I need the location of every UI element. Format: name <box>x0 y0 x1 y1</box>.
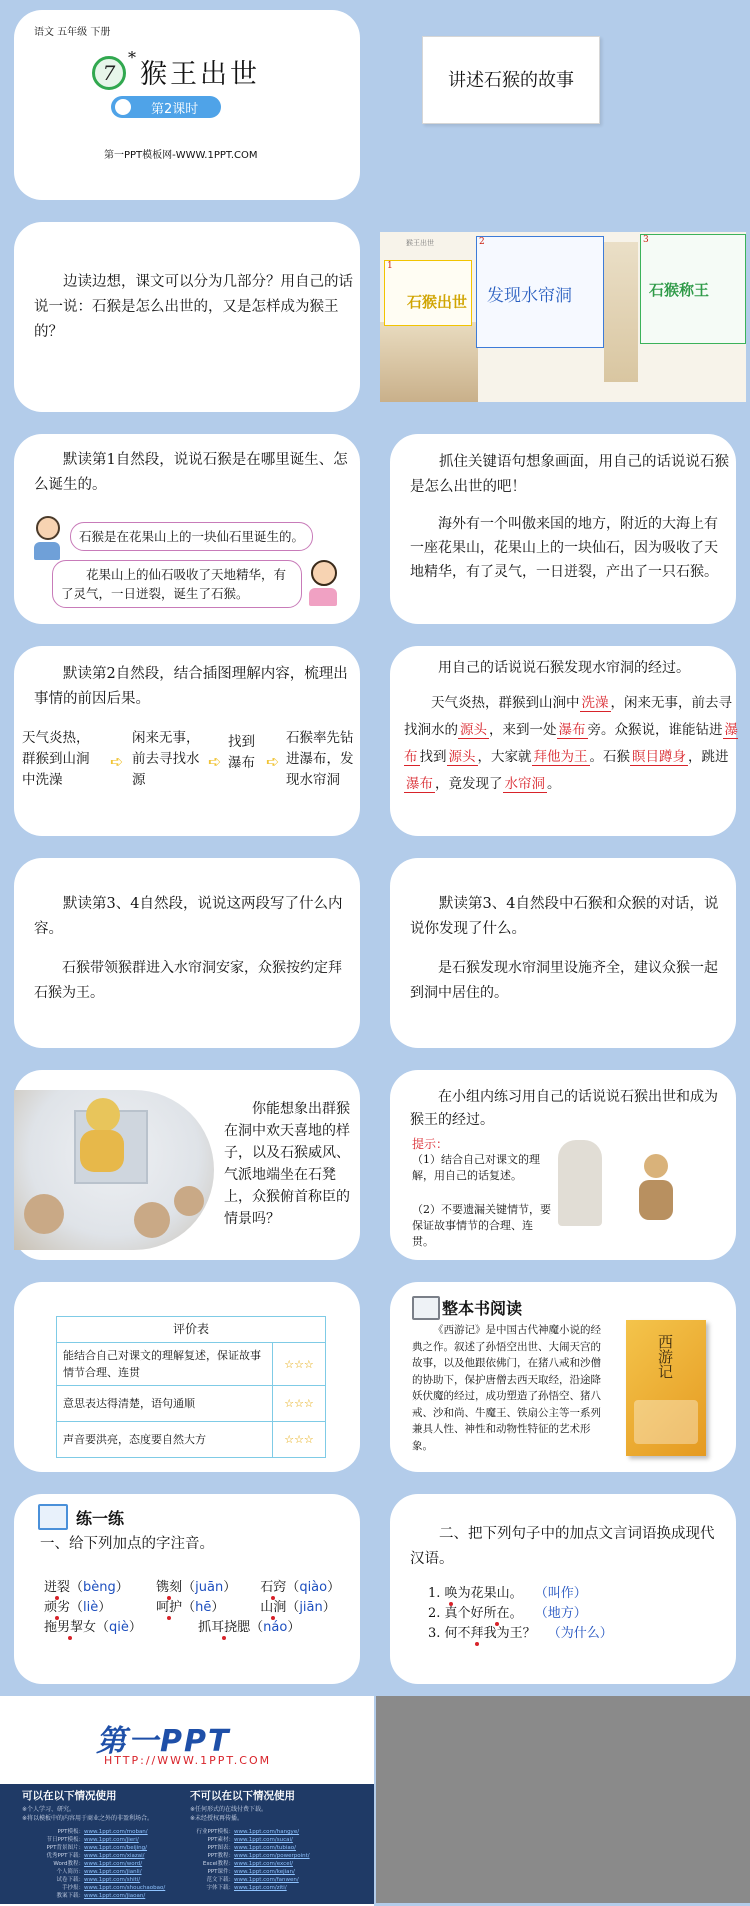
lesson-title: 猴王出世 <box>140 59 260 90</box>
panel-2-number: 2 <box>479 237 485 247</box>
cannot-use-2: ※未经授权再传播。 <box>190 1815 244 1822</box>
word: 石窍 <box>260 1580 287 1595</box>
criterion-cell: 声音要洪亮，态度要自然大方 <box>57 1422 273 1458</box>
answer-bubble-2: 花果山上的仙石吸收了天地精华，有了灵气，一日迸裂，诞生了石猴。 <box>52 560 302 608</box>
classical-row-1 <box>428 1584 587 1604</box>
star-rating[interactable]: ☆☆☆ <box>273 1386 326 1422</box>
pinyin-answer: juān <box>195 1580 224 1595</box>
can-use-1: ※个人学习、研究。 <box>22 1806 76 1813</box>
pinyin-item: 石窍（qiào） <box>260 1580 341 1595</box>
notice-panel <box>0 1784 374 1904</box>
pinyin-row-3 <box>44 1618 300 1638</box>
link-url[interactable]: www.1ppt.com/kejian/ <box>234 1869 295 1875</box>
subject-label: 语文 五年级 下册 <box>34 27 111 38</box>
pinyin-answer: náo <box>263 1620 288 1635</box>
prompt-text: 在小组内练习用自己的话说说石猴出世和成为猴王的经过。 <box>410 1089 718 1128</box>
hint-2: （2）不要遗漏关键情节，要保证故事情节的合理、连贯。 <box>412 1203 551 1248</box>
link-label: Word教程： <box>53 1861 84 1867</box>
brand-logo: 第一PPT <box>96 1724 231 1759</box>
evaluation-table <box>56 1316 326 1458</box>
link-row[interactable] <box>190 1828 310 1836</box>
link-row[interactable] <box>190 1860 310 1868</box>
badge-circle-icon <box>115 99 131 115</box>
link-url[interactable]: www.1ppt.com/shouchaobao/ <box>84 1885 166 1891</box>
slide-imagine-birth[interactable] <box>376 424 750 634</box>
slide-cause-effect[interactable] <box>0 636 374 846</box>
word: 镌刻 <box>156 1580 183 1595</box>
table-row <box>57 1343 326 1386</box>
slide-group-practice[interactable] <box>376 1060 750 1270</box>
passage-text: 海外有一个叫傲来国的地方，附近的大海上有一座花果山，花果山上的一块仙石，因为吸收了天地精华，有了灵气，一日迸裂，产出了一只石猴。 <box>410 516 718 580</box>
link-url[interactable]: www.1ppt.com/sucai/ <box>234 1837 293 1843</box>
prompt-text: 默读第1自然段，说说石猴是在哪里诞生、怎么诞生的。 <box>34 452 348 493</box>
page-image-left <box>380 322 478 402</box>
link-row[interactable] <box>190 1844 310 1852</box>
word: 呵护 <box>156 1600 183 1615</box>
link-label: PPT教程： <box>207 1853 234 1859</box>
link-url[interactable]: www.1ppt.com/moban/ <box>84 1829 148 1835</box>
monkeys-illustration <box>14 1090 214 1250</box>
link-row[interactable] <box>40 1828 165 1836</box>
link-url[interactable]: www.1ppt.com/shiti/ <box>84 1877 141 1883</box>
passage-segment: 找到 <box>419 749 447 765</box>
prompt-text: 抓住关键语句想象画面，用自己的话说说石猴是怎么出世的吧！ <box>410 454 729 495</box>
dotted-word: 唤 <box>444 1586 458 1601</box>
passage-segment: 。 <box>547 776 561 792</box>
pinyin-answer: bèng <box>83 1580 116 1595</box>
prompt-text: 默读第3、4自然段，说说这两段写了什么内容。 <box>34 896 343 937</box>
slide-card <box>390 646 736 836</box>
link-row[interactable] <box>40 1884 165 1892</box>
monkey-king-illustration <box>636 1154 676 1228</box>
page-image-middle <box>604 242 638 382</box>
link-url[interactable]: www.1ppt.com/fanwen/ <box>234 1877 299 1883</box>
link-url[interactable]: www.1ppt.com/jiaoan/ <box>84 1893 146 1899</box>
link-label: PPT课件： <box>207 1869 234 1875</box>
pinyin-item: 拖男挈女（qiè） <box>44 1620 142 1635</box>
answer-text: 是石猴发现水帘洞里设施齐全，建议众猴一起到洞中居住的。 <box>410 960 718 1001</box>
girl-figure-icon <box>306 560 340 604</box>
prompt-text: 默读第2自然段，结合插图理解内容，梳理出事情的前因后果。 <box>34 666 348 707</box>
classical-row-3 <box>428 1624 613 1644</box>
slide-card <box>390 434 736 624</box>
arrow-1-icon: ➪ <box>110 752 124 771</box>
arrow-3-icon: ➪ <box>266 752 280 771</box>
slide-card <box>14 858 360 1048</box>
link-label: PPT背景图片： <box>46 1845 84 1851</box>
dotted-word: 拜 <box>470 1626 484 1641</box>
star-rating[interactable]: ☆☆☆ <box>273 1422 326 1458</box>
slide-card <box>390 1494 736 1684</box>
dotted-word: 所在 <box>483 1606 510 1621</box>
link-row[interactable] <box>40 1876 165 1884</box>
class-period-label: 第2课时 <box>151 102 199 117</box>
answer: （叫作） <box>534 1586 587 1601</box>
slide-card <box>390 1070 736 1260</box>
prompt-text: 用自己的话说说石猴发现水帘洞的经过。 <box>438 660 690 676</box>
sentence-suffix: 。 <box>509 1606 523 1621</box>
panel-1-number: 1 <box>387 261 393 271</box>
slide-paragraph1[interactable] <box>0 424 374 634</box>
passage-segment: ，竟发现了 <box>435 776 503 792</box>
pinyin-answer: liè <box>83 1600 99 1615</box>
link-url[interactable]: www.1ppt.com/tubiao/ <box>234 1845 296 1851</box>
pinyin-item: 呵护（hē） <box>156 1600 225 1615</box>
link-row[interactable] <box>190 1836 310 1844</box>
word: 抓耳挠腮 <box>198 1620 251 1635</box>
link-row[interactable] <box>190 1876 310 1884</box>
link-url[interactable]: www.1ppt.com/hangye/ <box>234 1829 300 1835</box>
pinyin-answer: qiè <box>109 1620 129 1635</box>
slide-imagine-scene[interactable] <box>0 1060 374 1270</box>
sentence-suffix: 我为王？ <box>483 1626 536 1641</box>
link-label: 范文下载： <box>206 1877 234 1883</box>
practice-title: 练一练 <box>76 1509 125 1528</box>
passage-segment: ，来到一处 <box>489 722 557 738</box>
passage-segment: 。石猴 <box>589 749 630 765</box>
fill-blank: 拜他为王 <box>533 749 588 765</box>
book-page-label: 猴王出世 <box>406 239 434 247</box>
answer: （地方） <box>534 1606 587 1621</box>
fill-blank: 源头 <box>460 722 487 738</box>
star-mark: * <box>128 48 136 67</box>
link-row[interactable] <box>40 1860 165 1868</box>
arrow-2-icon: ➪ <box>208 752 222 771</box>
step-4: 石猴率先钻进瀑布，发现水帘洞 <box>286 730 354 788</box>
link-label: Excel教程： <box>202 1861 234 1867</box>
link-label: 节日PPT模板： <box>46 1837 84 1843</box>
link-label: 优秀PPT下载： <box>46 1853 84 1859</box>
sentence-suffix: 为花果山。 <box>457 1586 523 1601</box>
link-label: PPT模板： <box>57 1829 84 1835</box>
step-3: 找到瀑布 <box>228 734 255 771</box>
fill-blank: 源头 <box>448 749 476 765</box>
prompt-text: 默读第3、4自然段中石猴和众猴的对话，说说你发现了什么。 <box>410 896 719 937</box>
table-title: 评价表 <box>57 1317 326 1343</box>
slide-card <box>14 1494 360 1684</box>
link-row[interactable] <box>190 1852 310 1860</box>
pinyin-item: 抓耳挠腮（náo） <box>198 1620 301 1635</box>
answer-bubble-1: 石猴是在花果山上的一块仙石里诞生的。 <box>70 522 313 551</box>
pinyin-item: 顽劣（liè） <box>44 1600 112 1615</box>
table-row <box>57 1422 326 1458</box>
cannot-use-title: 不可以在以下情况使用 <box>190 1790 295 1802</box>
link-label: PPT素材： <box>207 1837 234 1843</box>
link-label: 个人简历： <box>56 1869 84 1875</box>
section-title: 整本书阅读 <box>442 1299 523 1318</box>
classical-row-2 <box>428 1604 587 1624</box>
slide-structure-question[interactable] <box>0 212 374 422</box>
star-rating[interactable]: ☆☆☆ <box>273 1343 326 1386</box>
links-right <box>190 1828 310 1892</box>
fill-blank: 瞑目蹲身 <box>632 749 686 765</box>
links-left <box>40 1828 165 1900</box>
passage-segment: 旁。众猴说，谁能钻进 <box>587 722 723 738</box>
passage-segment: ，闲来无事，前去寻找涧水的 <box>404 695 732 738</box>
link-row[interactable] <box>190 1884 310 1892</box>
passage-segment: ，大家就 <box>477 749 532 765</box>
sentence-prefix: 2. 真个好 <box>428 1606 484 1621</box>
question-2: 二、把下列句子中的加点文言词语换成现代汉语。 <box>410 1526 715 1567</box>
question-text: 边读边想，课文可以分为几部分？用自己的话说一说：石猴是怎么出世的，又是怎样成为猴王的？ <box>34 274 353 340</box>
slide-card <box>390 1282 736 1472</box>
passage-segment: 天气炎热，群猴到山涧中 <box>431 695 580 711</box>
panel-3 <box>640 234 746 344</box>
slide-card <box>14 10 360 200</box>
criterion-cell: 能结合自己对课文的理解复述，保证故事情节合理、连贯 <box>57 1343 273 1386</box>
fill-blank: 瀑布 <box>558 722 586 738</box>
pinyin-answer: hē <box>195 1600 212 1615</box>
book-reading-icon <box>412 1296 440 1320</box>
slide-title[interactable] <box>0 0 374 210</box>
pinyin-item: 山涧（jiān） <box>260 1600 336 1615</box>
sentence-prefix: 3. 何不 <box>428 1626 471 1641</box>
word: 顽劣 <box>44 1600 71 1615</box>
slide-card <box>14 434 360 624</box>
class-period-badge <box>111 96 221 118</box>
notebook-pen-icon <box>38 1504 68 1530</box>
slide-textbook-pages[interactable] <box>376 212 750 422</box>
can-use-2: ※将以模板中的内容用于商业之外的非盈利场合。 <box>22 1815 154 1822</box>
slide-evaluation[interactable] <box>0 1272 374 1482</box>
slide-card <box>14 1070 360 1260</box>
footer-credit: 第一PPT模板网-WWW.1PPT.COM <box>104 150 258 161</box>
fill-blank: 瀑布 <box>406 776 433 792</box>
link-label: PPT图表： <box>207 1845 234 1851</box>
fill-blank: 瀑布 <box>404 722 738 765</box>
slide-practice-classical[interactable] <box>376 1484 750 1694</box>
textbook-spread <box>380 232 746 402</box>
word: 拖男挈女 <box>44 1620 97 1635</box>
passage-segment: ，跳进 <box>688 749 729 765</box>
link-label: 行业PPT模板： <box>196 1829 234 1835</box>
brand-url: HTTP://WWW.1PPT.COM <box>104 1754 272 1767</box>
boy-figure-icon <box>30 516 64 560</box>
cannot-use-1: ※任何形式的在线付费下载。 <box>190 1806 268 1813</box>
retell-passage <box>404 690 738 798</box>
link-url[interactable]: www.1ppt.com/xiazai/ <box>84 1853 145 1859</box>
link-url[interactable]: www.1ppt.com/powerpoint/ <box>234 1853 310 1859</box>
link-row[interactable] <box>40 1844 165 1852</box>
link-url[interactable]: www.1ppt.com/ziti/ <box>234 1885 287 1891</box>
panel-3-number: 3 <box>643 235 649 245</box>
hint-title: 提示： <box>412 1137 449 1151</box>
slide-practice-pinyin[interactable] <box>0 1484 374 1694</box>
step-1: 天气炎热，群猴到山涧中洗澡 <box>22 730 90 788</box>
intro-box <box>422 36 600 124</box>
imagine-text: 你能想象出群猴在洞中欢天喜地的样子，以及石猴威风、气派地端坐在石凳上，众猴俯首称臣的情景吗？ <box>224 1101 350 1227</box>
book-intro-text: 《西游记》是中国古代神魔小说的经典之作。叙述了孙悟空出世、大闹天宫的故事，以及他跟依佛门，在猪八戒和沙僧的协助下，保护唐僧去西天取经，沿途降妖伏魔的经过，成功塑造了孙悟空、猪八戒、沙和尚、牛魔王、铁扇公主等一系列兼具人性、神性和动物性特征的艺术形象。 <box>412 1324 601 1452</box>
slide-card <box>14 222 360 412</box>
table-row <box>57 1386 326 1422</box>
question-1: 一、给下列加点的字注音。 <box>40 1536 214 1552</box>
answer: （为什么） <box>547 1626 613 1641</box>
slide-brand-notice[interactable] <box>0 1696 374 1906</box>
link-url[interactable]: www.1ppt.com/word/ <box>84 1861 143 1867</box>
link-url[interactable]: www.1ppt.com/beijing/ <box>84 1845 148 1851</box>
link-row[interactable] <box>40 1852 165 1860</box>
link-row[interactable] <box>40 1836 165 1844</box>
intro-text: 讲述石猴的故事 <box>448 70 574 91</box>
fill-blank: 水帘洞 <box>504 776 545 792</box>
pinyin-answer: qiào <box>299 1580 328 1595</box>
pinyin-item: 镌刻（juān） <box>156 1580 237 1595</box>
can-use-title: 可以在以下情况使用 <box>22 1790 117 1802</box>
empty-area <box>376 1696 750 1903</box>
slide-dialogue[interactable] <box>376 848 750 1058</box>
pinyin-row-1 <box>44 1578 340 1598</box>
stone-tablet-illustration <box>558 1140 602 1226</box>
lesson-number-badge: 7 <box>92 56 126 90</box>
pinyin-item: 迸裂（bèng） <box>44 1580 129 1595</box>
hint-1: （1）结合自己对课文的理解，用自己的话复述。 <box>412 1153 540 1182</box>
criterion-cell: 意思表达得清楚，语句通顺 <box>57 1386 273 1422</box>
slide-card <box>390 858 736 1048</box>
link-row[interactable] <box>190 1868 310 1876</box>
word: 迸裂 <box>44 1580 71 1595</box>
link-label: 教案下载： <box>56 1893 84 1899</box>
panel-3-title: 石猴称王 <box>649 281 710 299</box>
panel-1 <box>384 260 472 326</box>
panel-2-title: 发现水帘洞 <box>487 286 572 306</box>
link-label: 手抄报： <box>61 1885 84 1891</box>
pinyin-row-2 <box>44 1598 336 1618</box>
panel-2 <box>476 236 604 348</box>
book-cover-title: 西游记 <box>656 1334 674 1379</box>
fill-blank: 洗澡 <box>581 695 609 711</box>
word: 山涧 <box>260 1600 287 1615</box>
slide-paragraph34[interactable] <box>0 848 374 1058</box>
table-header-row <box>57 1317 326 1343</box>
sentence-prefix: 1. <box>428 1586 445 1601</box>
link-url[interactable]: www.1ppt.com/jianli/ <box>84 1869 142 1875</box>
link-row[interactable] <box>40 1868 165 1876</box>
slide-retell-cave[interactable] <box>376 636 750 846</box>
answer-text: 石猴带领猴群进入水帘洞安家，众猴按约定拜石猴为王。 <box>34 960 342 1001</box>
book-cover-image <box>626 1320 706 1456</box>
slide-whole-book[interactable] <box>376 1272 750 1482</box>
link-label: 试卷下载： <box>56 1877 84 1883</box>
slide-card <box>14 646 360 836</box>
link-url[interactable]: www.1ppt.com/jieri/ <box>84 1837 139 1843</box>
panel-1-title: 石猴出世 <box>407 293 468 311</box>
link-row[interactable] <box>40 1892 165 1900</box>
pinyin-answer: jiān <box>299 1600 323 1615</box>
step-2: 闲来无事，前去寻找水源 <box>132 730 200 788</box>
slide-story-intro[interactable] <box>376 0 750 210</box>
link-url[interactable]: www.1ppt.com/excel/ <box>234 1861 293 1867</box>
link-label: 字体下载： <box>206 1885 234 1891</box>
